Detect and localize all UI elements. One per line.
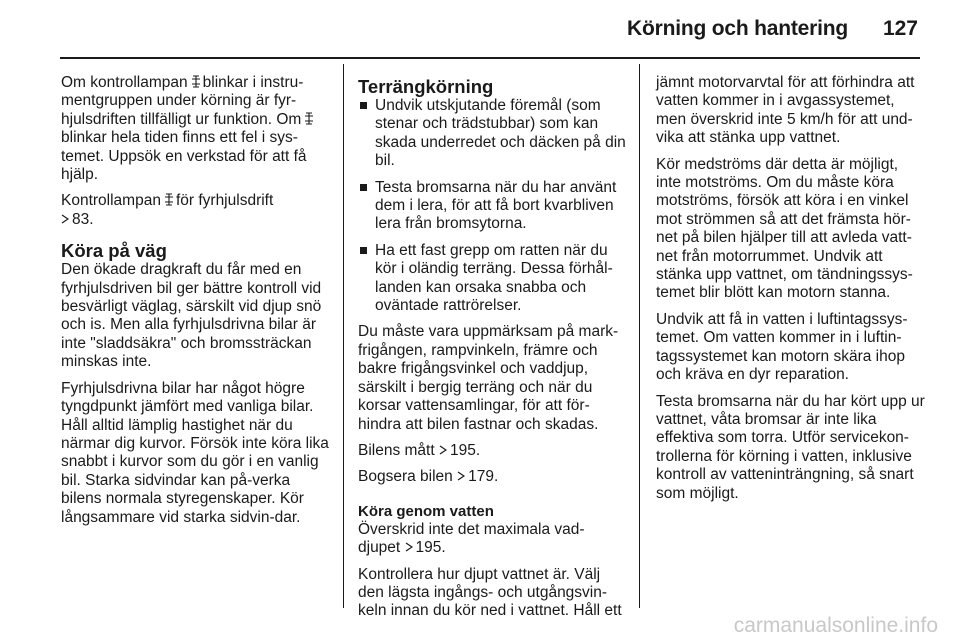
subsection-heading: Köra genom vatten bbox=[358, 502, 494, 520]
paragraph: Fyrhjulsdrivna bilar har något högre tyngdpunkt jämfört med vanliga bilar. Håll alltid lämplig hastighet när du närmar dig kurvor. Försök inte köra lika snabbt i kurvor som du gör i en vanlig bil. Starka sidvindar kan på-verka bilens normala styregenskaper. Kör långsammare vid starka sidvin-dar. bbox=[61, 379, 329, 526]
page-reference-link[interactable]: 195. bbox=[449, 441, 481, 459]
page-number: 127 bbox=[882, 17, 918, 40]
page-header bbox=[0, 0, 960, 58]
column-divider-2 bbox=[639, 64, 640, 608]
page-reference-arrow-icon bbox=[457, 471, 465, 481]
column-1 bbox=[61, 74, 331, 535]
page-reference-link[interactable]: 83. bbox=[72, 210, 94, 228]
column-divider-1 bbox=[343, 64, 344, 608]
section-heading: Köra på väg bbox=[61, 240, 167, 262]
paragraph: jämnt motorvarvtal för att förhindra att vatten kommer in i avgassystemet, men överskrid inte 5 km/h för att und-vika att stänka upp vattnet. bbox=[656, 74, 915, 147]
paragraph: Kontrollampan för fyrhjulsdrift 83. bbox=[61, 192, 274, 228]
watermark: carmanualsonline.info bbox=[733, 614, 938, 637]
list-item: Testa bromsarna när du har använt dem i lera, för att få bort kvarbliven lera från bromsytorna. bbox=[358, 179, 626, 234]
paragraph: Överskrid inte det maximala vad-djupet 195. bbox=[358, 520, 585, 557]
awd-warning-icon bbox=[164, 193, 174, 206]
paragraph: Testa bromsarna när du har kört upp ur vattnet, våta bromsar är inte lika effektiva som torra. Utför servicekon-trollerna för körning i vatten, inklusive kontroll av vatteninträngning, så snart som möjligt. bbox=[656, 392, 925, 502]
paragraph: Om kontrollampan blinkar i instru-mentgruppen under körning är fyr-hjulsdriften tillfälligt ur funktion. Om blinkar hela tiden finns ett fel i sys-temet. Uppsök en verkstad för att få hjälp. bbox=[61, 74, 331, 184]
chapter-title: Körning och hantering bbox=[627, 17, 848, 40]
section-heading: Terrängkörning bbox=[358, 76, 494, 97]
list-item: Ha ett fast grepp om ratten när du kör i oländig terräng. Dessa förhål-landen kan orsaka snabba och oväntade rattrörelser. bbox=[358, 242, 626, 316]
header-rule bbox=[60, 57, 920, 59]
paragraph: Kör medströms där detta är möjligt, inte motströms. Om du måste köra motströms, försök att köra i en vinkel mot strömmen så att det främsta hör-net på bilen hjälper till att avleda vatt-net från motorrummet. Undvik att stänka upp vattnet, om tändningssys-temet blir blött kan motorn stanna. bbox=[656, 155, 913, 302]
page-reference-link[interactable]: 179. bbox=[468, 468, 499, 486]
list-item: Undvik utskjutande föremål (som stenar och trädstubbar) som kan skada underredet och däcken på din bil. bbox=[358, 97, 626, 171]
column-2 bbox=[358, 74, 626, 629]
paragraph: Bilens mått 195. bbox=[358, 441, 481, 459]
paragraph: Den ökade dragkraft du får med en fyrhjulsdriven bil ger bättre kontroll vid besvärligt väglag, särskilt vid djup snö och is. Men alla fyrhjulsdrivna bilar är inte "sladdsäkra" och bromssträckan minskas inte. bbox=[61, 261, 322, 371]
page-reference-arrow-icon bbox=[405, 542, 413, 552]
bullet-list bbox=[358, 97, 626, 315]
page-reference-arrow-icon bbox=[439, 445, 447, 455]
awd-warning-icon bbox=[191, 75, 201, 88]
paragraph: Kontrollera hur djupt vattnet är. Välj den lägsta ingångs- och utgångsvin-keln innan du kör ned i vattnet. Håll ett bbox=[358, 565, 622, 620]
awd-warning-icon bbox=[304, 112, 314, 125]
page-reference-link[interactable]: 195. bbox=[415, 539, 446, 557]
column-3 bbox=[656, 74, 926, 511]
page-reference-arrow-icon bbox=[61, 214, 69, 224]
paragraph: Bogsera bilen 179. bbox=[358, 468, 499, 486]
paragraph: Du måste vara uppmärksam på mark-frigången, rampvinkeln, främre och bakre frigångsvinkel och vaddjup, särskilt i bergig terräng och när du korsar vattensamlingar, för att för-hindra att bilen fastnar och skadas. bbox=[358, 323, 619, 433]
paragraph: Undvik att få in vatten i luftintagssys-temet. Om vatten kommer in i luftin-tagssystemet kan motorn skära ihop och kräva en dyr reparation. bbox=[656, 310, 908, 384]
